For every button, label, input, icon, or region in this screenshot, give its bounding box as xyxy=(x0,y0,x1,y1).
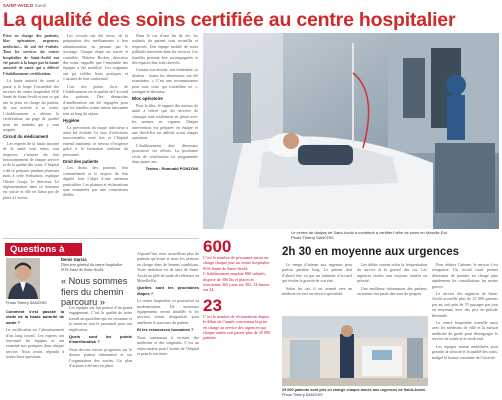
urgences-column-1 xyxy=(282,262,352,314)
article-column-3 xyxy=(132,33,198,225)
interviewee-name: Denis Garcia xyxy=(61,257,87,262)
urgences-paragraph: Le centre hospitalier travaille aussi avec les médecins de ville et la maison médicale de garde pour désengorger le service en soirée et le week-end. xyxy=(432,320,498,342)
article-paragraph: Comme son dossier, son traitement, sa douleur : toutes les dimensions ont été examinées. « C’est une reconnaissance pour tous ceux qui travaillent ici », souligne le directeur. xyxy=(132,67,198,95)
urgences-article xyxy=(278,238,500,398)
subheading-droits: Droit des patients xyxy=(63,158,99,164)
caption-text: Le centre de dialyse de Saint-Avold a contribué à certifier l’offre de soins en Moselle-Est. xyxy=(291,230,448,235)
article-paragraph: Pour le bloc, le rapport des auteurs de santé a relevé que les services de chirurgie sont totalement en phase avec les normes en vigueur. Chaque intervention est préparée en équipe et une check-list est utilisée avant chaque opération. xyxy=(132,102,198,141)
article-paragraph: L’un des points forts de l’établissement est la qualité de l’accueil des patients. Des démarches d’amélioration ont été engagées pour que les familles soient mieux informées tout au long du séjour. xyxy=(63,83,128,116)
interview-answer: Les équipes ont fait preuve d’un grand engagement. C’est la qualité de notre travail au quotidien qui est reconnue et je remercie tout le personnel pour son implication. xyxy=(69,305,132,332)
stat-number-23: 23 xyxy=(203,295,222,315)
headline: La qualité des soins certifiée au centre hospitalier xyxy=(3,9,456,31)
urgences-photo-caption xyxy=(282,388,428,398)
article-paragraph: La haute autorité de santé a passé à la loupe l’ensemble des services du centre hospitalier SOS Santé de Saint-Avold et tout ce qui fait la prise en charge du patient, de son arrivée à sa sortie. L’établissement a obtenu la certification, un gage de qualité pour les malades qui y sont soignés. xyxy=(3,78,59,132)
interview-question: Quels sont les points d’amélioration ? xyxy=(69,334,132,345)
portrait-illustration xyxy=(6,258,40,299)
urgences-paragraph: Le service des urgences de Saint-Avold accueille plus de 25 000 patients par an, soit près de 70 passages par jour en moyenne, avec des pics en période hivernale. xyxy=(432,291,498,318)
urgences-paragraph: Pour réduire l’attente, le service s’est réorganisé. Un circuit court permet désormais de prendre en charge plus rapidement les consultations les moins graves. xyxy=(432,262,498,289)
portrait-photo xyxy=(6,258,40,299)
stat-number-600: 600 xyxy=(203,237,232,256)
urgences-room-illustration xyxy=(282,316,428,386)
urgences-paragraph: Selon les cas, il est orienté vers un médecin ou vers un service spécialisé. xyxy=(282,285,352,297)
article-paragraph: Les experts de la haute autorité de la santé sont venus tout inspecter, s’assurer du bon fonctionnement de chaque service et de la qualité des soins. L’hôpital a dû se préparer pendant plusieurs mois à cette évaluation, explique Olivier Gouju, le directeur. La réglementation dans ce domaine est stricte et elle ne laisse pas de place à l’erreur. xyxy=(3,140,59,200)
hospital-room-illustration xyxy=(203,33,499,229)
article-paragraph: Les circuits ont été revus, de la préparation des médicaments à leur administration, en passant par le stockage. Chaque étape est tracée et contrôlée. Thérèse Becker, directrice des soins, rappelle que l’ensemble des équipes a été mobilisé. Les soignants ont pu valider leurs pratiques et s’assurer de leur conformité. xyxy=(63,33,128,82)
stats-column xyxy=(203,238,271,398)
interview-column-3 xyxy=(137,251,199,397)
interview-answer: Nous devons encore progresser sur le dossier patient informatisé et sur l’organisation des sorties. Un plan d’actions a été mis en place. xyxy=(69,346,132,369)
interview-title: Questions à xyxy=(5,243,82,256)
urgences-column-3 xyxy=(432,262,498,396)
caption-credit: Photo Thierry SANCHIS xyxy=(291,235,334,240)
interview-question: Et les ressources humaines ? xyxy=(137,327,194,333)
section-name: SAINT-AVOLD xyxy=(3,3,34,8)
section-subname: Santé xyxy=(34,3,47,8)
article-paragraph: L’établissement doit désormais poursuivre ses efforts. La prochaine visite de certification est programmée dans quatre ans. xyxy=(132,142,198,164)
interview-column-2 xyxy=(69,305,132,397)
interview-question: Comment s’est passée la visite de la haute autorité de santé ? xyxy=(6,309,64,325)
byline: Textes : Romuald PONZONI xyxy=(145,166,198,172)
subheading-circuit: Circuit du médicament xyxy=(3,134,49,140)
article-paragraph: La prévention du risque infectieux a aussi été évaluée. Le taux d’infections nosocomiales reste bas et l’hôpital entend maintenir ce niveau d’exigence grâce à la formation continue du personnel. xyxy=(63,124,128,157)
urgences-title: 2h 30 en moyenne aux urgences xyxy=(282,246,460,258)
interview-answer: La certification est l’aboutissement d’un long travail. Les experts ont rencontré les équipes et ont examiné nos pratiques dans chaque service. Nous avons répondu à toutes leurs questions. xyxy=(6,327,64,360)
stat-text-600: C’est le nombre de personnes prises en charge chaque jour au centre hospitalier SOS Santé de Saint-Avold. L’établissement emploie 800 salariés, dispose de 300 lits et places et fonctionne 365 jours sur 365, 24 heures sur 24. xyxy=(203,255,270,293)
urgences-photo xyxy=(282,316,428,386)
urgences-paragraph: Le temps d’attente aux urgences peut parfois paraître long. Le patient doit d’abord être vu par un infirmier d’accueil qui évalue la gravité de son état. xyxy=(282,262,352,284)
subheading-hygiene: Hygiène xyxy=(63,118,80,124)
interview-answer: Le centre hospitalier va poursuivre sa modernisation. De nouveaux équipements seront installés et les services seront réorganisés pour améliorer le parcours du patient. xyxy=(137,298,199,325)
interview-answer: Nous continuons à recruter des médecins et des soignants. C’est un enjeu majeur pour l’avenir de l’hôpital et pour le territoire. xyxy=(137,334,199,356)
interview-box xyxy=(3,238,199,399)
article-paragraph: Dans le cas d’une fin de vie, les souhaits du patient sont recueillis et respectés. Une équipe mobile de soins palliatifs intervient dans les services. Les familles peuvent être accompagnées et des espaces leur sont réservés. xyxy=(132,33,198,66)
subheading-bloc: Bloc opératoire xyxy=(132,96,163,102)
article-lead: Prise en charge des patients, bloc opératoire, urgences, médecine... ils ont été évalués. Tous les services du centre hospitalier de Saint-Avold ont été passés à la loupe par la haute autorité de santé qui a délivré l’établissement certification. xyxy=(3,33,59,76)
article-column-2 xyxy=(63,33,128,225)
urgences-paragraph: Les délais varient selon la fréquentation du service et la gravité des cas. Les urgences vitales sont toujours traitées en priorité. xyxy=(357,262,427,284)
interview-answer: Aujourd’hui, nous accueillons plus de patients qu’avant et nous les prenons en charge dans de bonnes conditions. Notre ambition est de faire de Saint-Avold un pôle de santé de référence en Moselle-Est. xyxy=(137,251,199,284)
portrait-credit: Photo Thierry SANCHIS xyxy=(6,301,47,305)
stat-text-23: C’est le nombre de réclamations depuis le début de l’année concernant la prise en charge au service des urgences qui chaque année voit passer plus de 25 000 patients. xyxy=(203,313,271,341)
section-label xyxy=(3,3,47,8)
dialysis-photo xyxy=(203,33,499,229)
article-column-1 xyxy=(3,33,59,225)
urgences-paragraph: Une meilleure information des patients en attente fait partie des axes de progrès. xyxy=(357,285,427,297)
urgences-paragraph: Les équipes restent mobilisées pour garantir la sécurité et la qualité des soins, malgré la hausse constante de l’activité. xyxy=(432,343,498,360)
interview-question: Quelles sont les prochaines étapes ? xyxy=(137,285,199,296)
urgences-caption-credit: Photo Thierry SANCHIS xyxy=(282,392,323,397)
urgences-caption-text: 25 000 patients sont pris en charge chaque année aux urgences de Saint-Avold. xyxy=(282,388,426,392)
pull-quote: « Nous sommes fiers du chemin parcouru » xyxy=(61,276,128,307)
interviewee-role: Directeur général du centre hospitalier SOS Santé de Saint-Avold. xyxy=(61,262,123,272)
article-paragraph: Les droits des patients, leur consentement et le respect de leur dignité font l’objet d’une attention particulière. Les plaintes et réclamations sont examinées par une commission dédiée. xyxy=(63,165,128,198)
urgences-column-2 xyxy=(357,262,427,314)
interview-column-1 xyxy=(6,309,64,397)
